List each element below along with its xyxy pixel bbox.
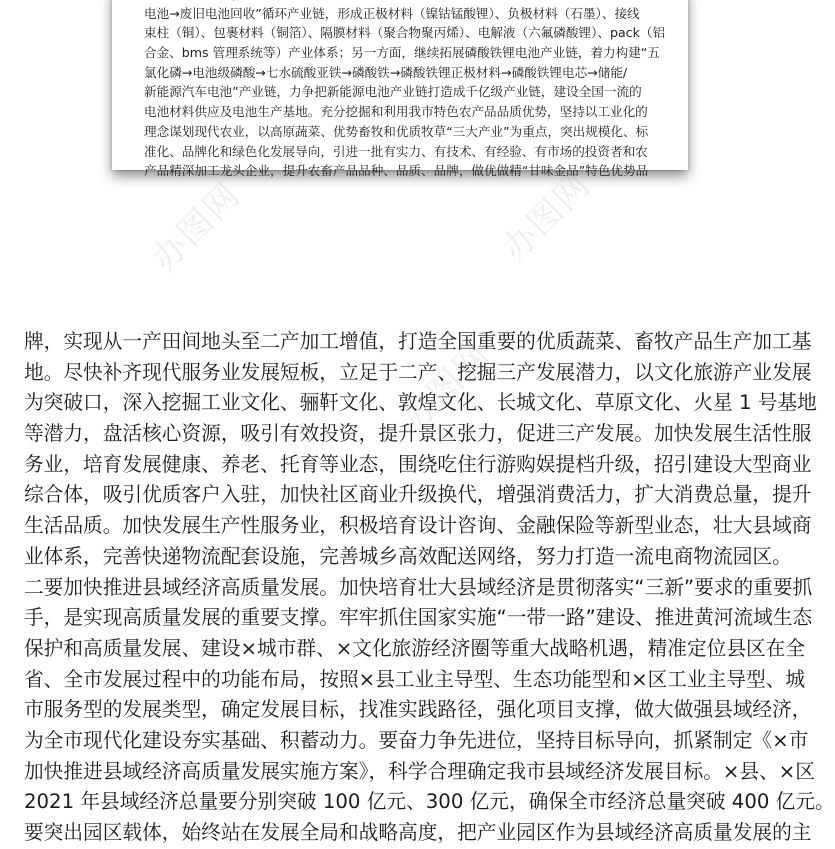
paragraph-line: 生活品质。加快发展生产性服务业，积极培育设计咨询、金融保险等新型业态，壮大县域商 xyxy=(24,514,812,538)
paragraph-line: 手，是实现高质量发展的重要支撑。牢牢抓住国家实施“一带一路”建设、推进黄河流域生态 xyxy=(24,606,813,630)
preview-line: 理念谋划现代农业，以高原蔬菜、优势畜牧和优质牧草“三大产业”为重点，突出规模化、标 xyxy=(144,123,649,139)
paragraph-line: 务业，培育发展健康、养老、托育等业态，围绕吃住行游购娱提档升级，招引建设大型商业 xyxy=(24,452,812,476)
preview-line: 氯化磷→电池级磷酸→七水硫酸亚铁→磷酸铁→磷酸铁锂正极材料→磷酸铁锂电芯→储能/ xyxy=(144,64,628,80)
preview-line: 新能源汽车电池”产业链，力争把新能源电池产业链打造成千亿级产业链，建设全国一流的 xyxy=(144,84,642,100)
preview-line: 产品精深加工龙头企业，提升农畜产品品种、品质、品牌，做优做精“甘味金品”特色优势品 xyxy=(144,163,649,179)
paragraph-line: 综合体，吸引优质客户入驻，加快社区商业升级换代，增强消费活力，扩大消费总量，提升 xyxy=(24,483,812,507)
paragraph-line: 保护和高质量发展、建设×城市群、×文化旅游经济圈等重大战略机遇，精准定位县区在全 xyxy=(24,636,806,660)
preview-line: 合金、bms 管理系统等）产业体系；另一方面，继续拓展磷酸铁锂电池产业链，着力构建“五 xyxy=(144,45,660,61)
watermark: 办图网 xyxy=(494,164,599,270)
preview-text xyxy=(144,0,670,181)
preview-line: 束柱（铜）、包裹材料（铜箔）、隔膜材料（聚合物聚丙烯）、电解液（六氟磷酸锂）、pack（铝 xyxy=(144,25,666,41)
paragraph-line: 省、全市发展过程中的功能布局，按照×县工业主导型、生态功能型和×区工业主导型、城 xyxy=(24,667,806,691)
paragraph-line: 为突破口，深入挖掘工业文化、骊靬文化、敦煌文化、长城文化、草原文化、火星 1 号基地 xyxy=(24,391,817,415)
paragraph-line: 等潜力，盘活核心资源，吸引有效投资，提升景区张力，促进三产发展。加快发展生活性服 xyxy=(24,422,812,446)
preview-line: 准化、品牌化和绿色化发展导向，引进一批有实力、有技术、有经验、有市场的投资者和农 xyxy=(144,143,648,159)
paragraph-line: 业体系，完善快递物流配套设施，完善城乡高效配送网络，努力打造一流电商物流园区。 xyxy=(24,544,792,568)
paragraph-line: 二要加快推进县域经济高质量发展。加快培育壮大县域经济是贯彻落实“三新”要求的重要抓 xyxy=(24,575,813,599)
paragraph-line: 加快推进县域经济高质量发展实施方案》，科学合理确定我市县域经济发展目标。×县、×区 xyxy=(24,759,815,783)
paragraph-line: 2021 年县域经济总量要分别突破 100 亿元、300 亿元，确保全市经济总量突破 400 亿元。 xyxy=(24,790,835,814)
paragraph-line: 牌，实现从一产田间地头至二产加工增值，打造全国重要的优质蔬菜、畜牧产品生产加工基 xyxy=(24,330,812,353)
preview-line: 电池材料供应及电池生产基地。充分挖掘和利用我市特色农产品品质优势，坚持以工业化的 xyxy=(144,104,648,120)
watermark: 办图网 xyxy=(394,334,499,440)
paragraph-line: 市服务型的发展类型，确定发展目标，找准实践路径，强化项目支撑，做大做强县域经济， xyxy=(24,698,812,722)
body-text xyxy=(24,327,835,849)
paragraph-line: 为全市现代化建设夯实基础、积蓄动力。要奋力争先进位，坚持目标导向，抓紧制定《×市 xyxy=(24,728,809,752)
preview-line: 电池→废旧电池回收”循环产业链，形成正极材料（镍钴锰酸锂）、负极材料（石墨）、接线 xyxy=(144,5,640,21)
watermark: 办图网 xyxy=(144,174,249,280)
document-preview-card xyxy=(112,0,688,179)
paragraph-line: 地。尽快补齐现代服务业发展短板，立足于二产、挖掘三产发展潜力，以文化旅游产业发展 xyxy=(24,360,812,384)
paragraph-line: 要突出园区载体，始终站在发展全局和战略高度，把产业园区作为县域经济高质量发展的主 xyxy=(24,821,812,844)
